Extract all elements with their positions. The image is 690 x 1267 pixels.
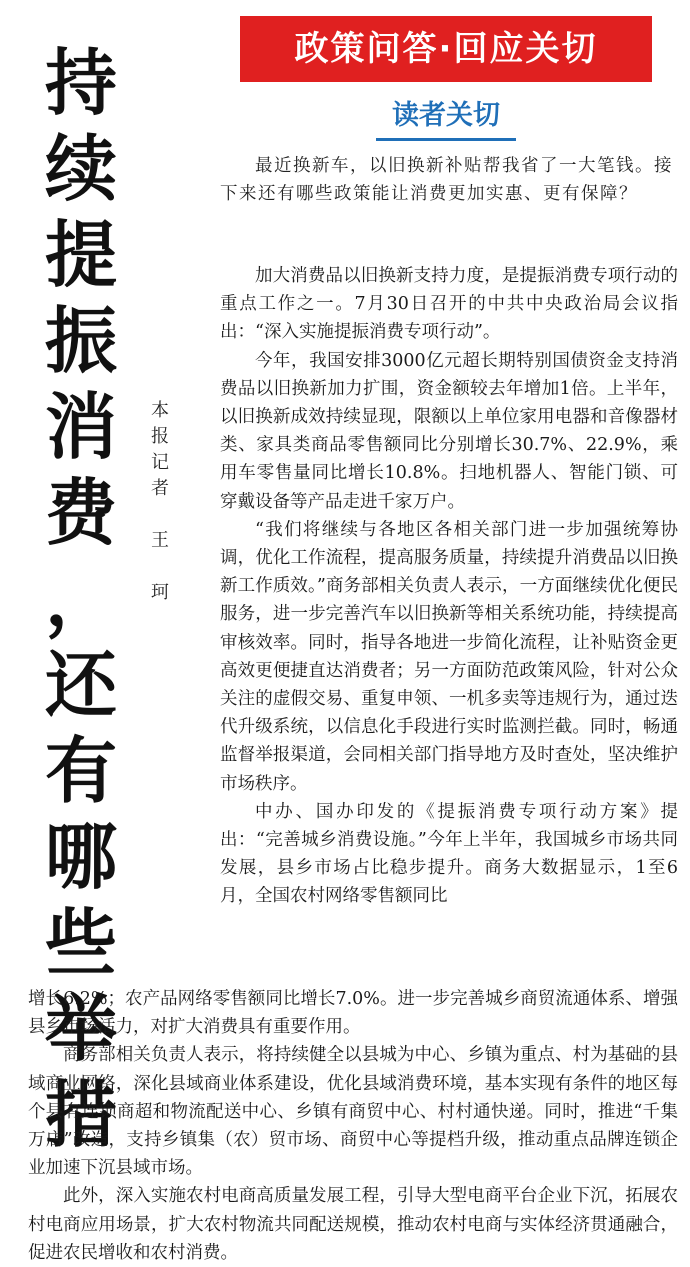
headline-char: 有 (44, 729, 117, 813)
paragraph: 此外，深入实施农村电商高质量发展工程，引导大型电商平台企业下沉，拓展农村电商应用场景，扩大农村物流共同配送规模，推动农村电商与实体经济贯通融合，促进农民增收和农村消费。 (28, 1186, 678, 1263)
byline-gap (148, 554, 172, 580)
byline-char: 记 (151, 452, 169, 473)
headline-char: 还 (44, 643, 117, 727)
headline-char: 提 (44, 213, 117, 297)
headline-char: 持 (44, 41, 117, 125)
headline-char: 消 (44, 385, 117, 469)
reader-question: 最近换新车，以旧换新补贴帮我省了一大笔钱。接下来还有哪些政策能让消费更加实惠、更有保障？ (220, 156, 673, 204)
headline-char: 费 (44, 471, 117, 555)
article-column (220, 262, 678, 911)
headline-char: 哪 (44, 815, 117, 899)
paragraph: 今年，我国安排3000亿元超长期特别国债资金支持消费品以旧换新加力扩围，资金额较去年增加1倍。上半年，以旧换新成效持续显现，限额以上单位家用电器和音像器材类、家具类商品零售额同比分别增长30.7%、22.9%，乘用车零售量同比增长10.8%。扫地机器人、智能门锁、可穿戴设备等产品走进千家万户。 (220, 350, 678, 512)
byline-char: 珂 (151, 582, 169, 603)
headline-char: 振 (44, 299, 117, 383)
headline-char: 些 (44, 901, 117, 985)
headline-char: ， (44, 557, 117, 641)
section-banner: 政策问答·回应关切 (240, 16, 652, 82)
paragraph: 商务部相关负责人表示，将持续健全以县城为中心、乡镇为重点、村为基础的县域商业网络，深化县域商业体系建设，优化县域消费环境，基本实现有条件的地区每个县有连锁商超和物流配送中心、乡镇有商贸中心、村村通快递。同时，推进“千集万店”改造，支持乡镇集（农）贸市场、商贸中心等提档升级，推动重点品牌连锁企业加速下沉县域市场。 (28, 1045, 678, 1179)
byline-char: 本 (151, 400, 169, 421)
paragraph: 加大消费品以旧换新支持力度，是提振消费专项行动的重点工作之一。7月30日召开的中共中央政治局会议指出：“深入实施提振消费专项行动”。 (220, 266, 678, 343)
paragraph: 中办、国办印发的《提振消费专项行动方案》提出：“完善城乡消费设施。”今年上半年，我国城乡市场共同发展，县乡市场占比稳步提升。商务大数据显示，1至6月，全国农村网络零售额同比 (220, 801, 678, 907)
byline (148, 398, 172, 606)
headline-char: 举 (44, 987, 117, 1071)
headline-char: 措 (44, 1073, 117, 1157)
paragraph: “我们将继续与各地区各相关部门进一步加强统筹协调，优化工作流程，提高服务质量，持续提升消费品以旧换新工作质效。”商务部相关负责人表示，一方面继续优化便民服务，进一步完善汽车以旧换新等相关系统功能，持续提高审核效率。同时，指导各地进一步简化流程，让补贴资金更高效更便捷直达消费者；另一方面防范政策风险，针对公众关注的虚假交易、重复申领、一机多卖等违规行为，通过迭代升级系统，以信息化手段进行实时监测拦截。同时，畅通监督举报渠道，会同相关部门指导地方及时查处，坚决维护市场秩序。 (220, 519, 678, 794)
article-fullwidth (28, 985, 678, 1267)
headline-char: 续 (44, 127, 117, 211)
byline-gap (148, 502, 172, 528)
section-subhead: 读者关切 (376, 98, 516, 141)
byline-char: 王 (151, 530, 169, 551)
paragraph: 增长6.2%；农产品网络零售额同比增长7.0%。进一步完善城乡商贸流通体系、增强县乡市场活力，对扩大消费具有重要作用。 (28, 989, 678, 1038)
byline-char: 者 (151, 478, 169, 499)
byline-char: 报 (151, 426, 169, 447)
